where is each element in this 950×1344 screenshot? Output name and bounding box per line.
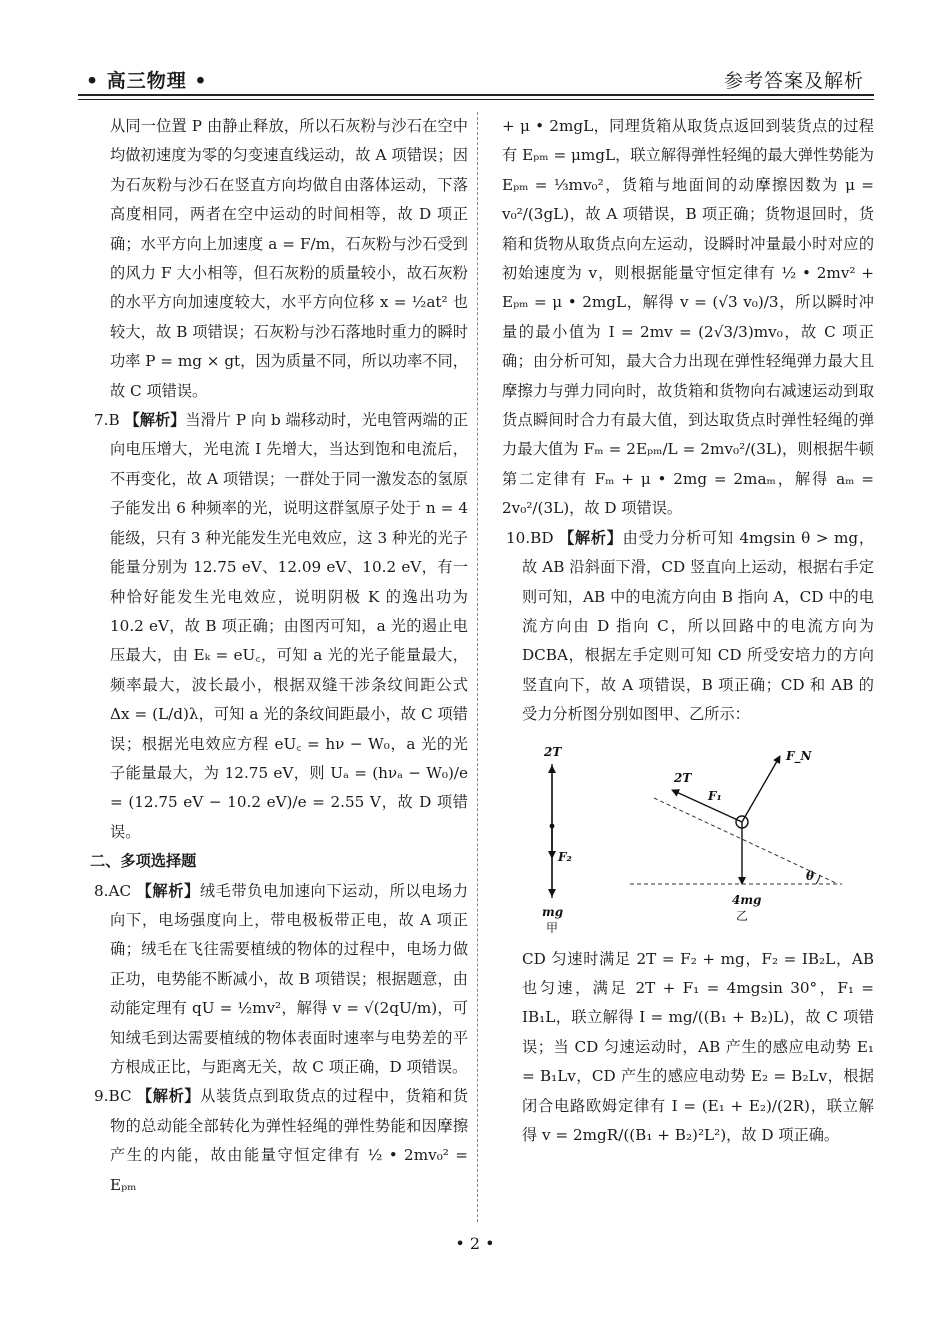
subject-title: • 高三物理 • [86, 70, 208, 92]
q6-continuation: 从同一位置 P 由静止释放，所以石灰粉与沙石在空中均做初速度为零的匀变速直线运动，故 A 项错误；因为石灰粉与沙石在竖直方向均做自由落体运动，下落高度相同，两者在空中运动的时间相等，故 D 项正确；水平方向上加速度 a = F/m，石灰粉与沙石受到的风力 F 大小相等，但石灰粉的质量较小，故石灰粉的水平方向加速度较大，水平方向位移 x = ½at² 也较大，故 B 项错误；石灰粉与沙石落地时重力的瞬时功率 P = mg × gt，因为质量不同，所以功率不同，故 C 项错误。 [110, 117, 468, 400]
jia-label-f2: F₂ [558, 849, 572, 864]
right-column [502, 112, 874, 1150]
yi-fn-arrow [742, 756, 780, 822]
page-number: • 2 • [455, 1234, 495, 1253]
q10-continuation: CD 匀速时满足 2T = F₂ + mg，F₂ = IB₂L，AB 也匀速，满足 2T + F₁ = 4mgsin 30°，F₁ = IB₁L，联立解得 I = mg/((B₁ + B₂)L)，故 C 项错误；当 CD 匀速运动时，AB 产生的感应电动势 E₁ = B₁Lv，CD 产生的感应电动势 E₂ = B₂Lv，根据闭合电路欧姆定律有 I = (E₁ + E₂)/(2R)，联立解得 v = 2mgR/((B₁ + B₂)²L²)，故 D 项正确。 [522, 949, 874, 1144]
q8-text: 绒毛带负电加速向下运动，所以电场力向下，电场强度向上，带电极板带正电，故 A 项正确；绒毛在飞往需要植绒的物体的过程中，电场力做正功，电势能不断减小，故 B 项错误；根据题意，由动能定理有 qU = ½mv²，解得 v = √(2qU/m)，可知绒毛到达需要植绒的物体表面时速率与电势差的平方根成正比，与距离无关，故 C 项正确，D 项错误。 [110, 881, 469, 1076]
q10-number: 10. [506, 528, 531, 547]
jia-caption: 甲 [546, 920, 559, 935]
q10-tag: 【解析】 [559, 528, 623, 547]
diagram-yi [630, 749, 842, 923]
q10-choice: BD [530, 528, 554, 547]
header-rule-thin [78, 99, 874, 100]
section-heading: 二、多项选择题 [90, 852, 197, 871]
q10-text: 由受力分析可知 4mgsin θ > mg，故 AB 沿斜面下滑，CD 竖直向上运动，根据右手定则可知，AB 中的电流方向由 B 指向 A，CD 中的电流方向由 D 指向 C，所以回路中的电流方向为 DCBA，根据左手定则可知 CD 所受安培力的方向竖直向下，故 A 项错误，B 项正确；CD 和 AB 的受力分析图分别如图甲、乙所示： [522, 528, 875, 724]
q9-tag: 【解析】 [137, 1087, 201, 1106]
q8-answer [90, 877, 468, 1083]
page-header [78, 60, 874, 96]
diagram-jia [542, 745, 572, 935]
yi-theta-arc [816, 875, 820, 884]
q8-number: 8. [94, 881, 109, 900]
column-divider [477, 112, 478, 1222]
yi-label-f1: F₁ [708, 788, 722, 803]
yi-label-theta: θ [806, 868, 815, 883]
q9-number: 9. [94, 1087, 109, 1106]
q9-text: 从装货点到取货点的过程中，货箱和货物的总动能全部转化为弹性轻绳的弹性势能和因摩擦产生的内能，故由能量守恒定律有 ½ • 2mv₀² = Eₚₘ [110, 1087, 469, 1194]
q10-answer [502, 524, 874, 730]
left-column [90, 112, 468, 1200]
jia-point [550, 823, 555, 828]
q8-choice: AC [108, 881, 132, 900]
q9-continuation: + μ • 2mgL，同理货箱从取货点返回到装货点的过程有 Eₚₘ = μmgL，联立解得弹性轻绳的最大弹性势能为 Eₚₘ = ⅓mv₀²，货箱与地面间的动摩擦因数为 μ = v₀²/(3gL)，故 A 项错误，B 项正确；货物退回时，货箱和货物从取货点向左运动，设瞬时冲量最小时对应的初始速度为 v，则根据能量守恒定律有 ½ • 2mv² + Eₚₘ = μ • 2mgL，解得 v = (√3 v₀)/3，所以瞬时冲量的最小值为 I = 2mv = (2√3/3)mv₀，故 C 项正确；由分析可知，最大合力出现在弹性轻绳弹力最大且摩擦力与弹力同向时，故货箱和货物向右减速运动到取货点瞬间时合力有最大值，到达取货点时弹性轻绳的弹力最大值为 Fₘ = 2Eₚₘ/L = 2mv₀²/(3L)，则根据牛顿第二定律有 Fₘ + μ • 2mg = 2maₘ，解得 aₘ = 2v₀²/(3L)，故 D 项错误。 [502, 117, 874, 518]
section-title: 参考答案及解析 [723, 70, 864, 92]
force-diagram-figure [502, 736, 874, 941]
q7-answer [90, 406, 468, 847]
yi-label-4mg: 4mg [732, 892, 762, 907]
header-rule-thick [78, 94, 874, 96]
q9-answer [90, 1082, 468, 1200]
q7-tag: 【解析】 [124, 411, 186, 430]
yi-label-2t: 2T [674, 770, 692, 785]
jia-label-2t: 2T [544, 744, 562, 759]
yi-label-fn: F_N [786, 748, 812, 763]
force-diagrams [502, 736, 874, 941]
q9-choice: BC [108, 1087, 132, 1106]
q7-choice: B [108, 411, 120, 430]
yi-tension-arrow [672, 790, 742, 822]
yi-caption: 乙 [736, 908, 749, 923]
q7-number: 7. [94, 411, 109, 430]
q8-tag: 【解析】 [136, 881, 200, 900]
q7-text: 当滑片 P 向 b 端移动时，光电管两端的正向电压增大，光电流 I 先增大，当达到饱和电流后，不再变化，故 A 项错误；一群处于同一激发态的氢原子能发出 6 种频率的光，说明这群氢原子处于 n = 4 能级，只有 3 种光能发生光电效应，这 3 种光的光子能量分别为 12.75 eV、12.09 eV、10.2 eV，有一种恰好能发生光电效应，说明阴极 K 的逸出功为 10.2 eV，故 B 项正确；由图丙可知，a 光的遏止电压最大，由 Eₖ = eU꜀，可知 a 光的光子能量最大，频率最大，波长最小，根据双缝干涉条纹间距公式 Δx = (L/d)λ，可知 a 光的条纹间距最小，故 C 项错误；根据光电效应方程 eU꜀ = hν − W₀，a 光的光子能量最大，为 12.75 eV，则 Uₐ = (hνₐ − W₀)/e = (12.75 eV − 10.2 eV)/e = 2.55 V，故 D 项错误。 [110, 411, 469, 841]
jia-label-mg: mg [542, 904, 564, 919]
